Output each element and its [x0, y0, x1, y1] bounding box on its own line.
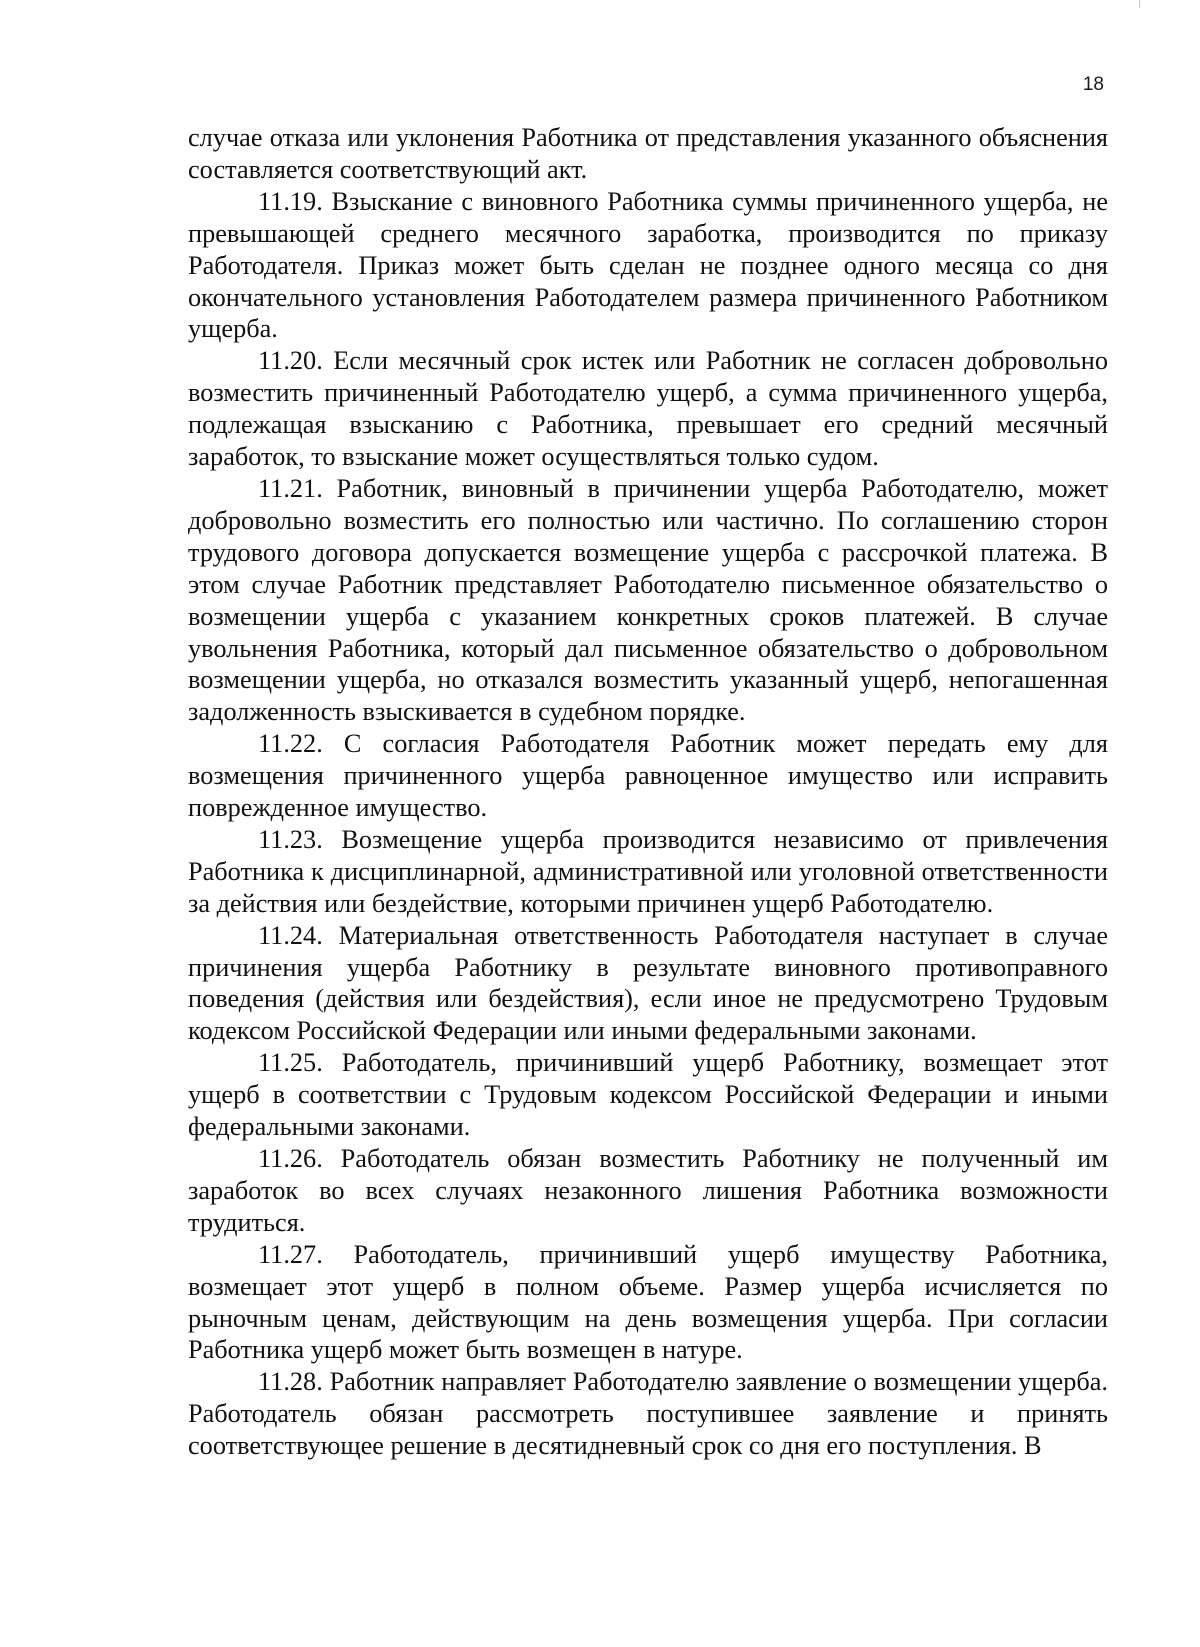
page-number: 18 — [1082, 74, 1104, 95]
document-body — [188, 122, 1108, 1462]
paragraph-11-21: 11.21. Работник, виновный в причинении ущерба Работодателю, может добровольно возместить его полностью или частично. По соглашению сторон трудового договора допускается возмещение ущерба с рассрочкой платежа. В этом случае Работник представляет Работодателю письменное обязательство о возмещении ущерба с указанием конкретных сроков платежей. В случае увольнения Работника, который дал письменное обязательство о добровольном возмещении ущерба, но отказался возместить указанный ущерб, непогашенная задолженность взыскивается в судебном порядке. — [188, 473, 1108, 727]
paragraph-11-19: 11.19. Взыскание с виновного Работника суммы причиненного ущерба, не превышающей среднего месячного заработка, производится по приказу Работодателя. Приказ может быть сделан не позднее одного месяца со дня окончательного установления Работодателем размера причиненного Работником ущерба. — [188, 186, 1108, 344]
paragraph-continuation: случае отказа или уклонения Работника от представления указанного объяснения составляется соответствующий акт. — [188, 123, 1108, 184]
paragraph-11-25: 11.25. Работодатель, причинивший ущерб Работнику, возмещает этот ущерб в соответствии с Трудовым кодексом Российской Федерации и иными федеральными законами. — [188, 1048, 1108, 1142]
paragraph-11-22: 11.22. С согласия Работодателя Работник может передать ему для возмещения причиненного ущерба равноценное имущество или исправить поврежденное имущество. — [188, 729, 1108, 823]
paragraph-11-24: 11.24. Материальная ответственность Работодателя наступает в случае причинения ущерба Работнику в результате виновного противоправного поведения (действия или бездействия), если иное не предусмотрено Трудовым кодексом Российской Федерации или иными федеральными законами. — [188, 920, 1108, 1046]
paragraph-11-28: 11.28. Работник направляет Работодателю заявление о возмещении ущерба. Работодатель обязан рассмотреть поступившее заявление и принять соответствующее решение в десятидневный срок со дня его поступления. В — [188, 1367, 1108, 1461]
scan-edge-mark — [1139, 0, 1140, 8]
paragraph-11-23: 11.23. Возмещение ущерба производится независимо от привлечения Работника к дисциплинарной, административной или уголовной ответственности за действия или бездействие, которыми причинен ущерб Работодателю. — [188, 824, 1108, 918]
paragraph-11-26: 11.26. Работодатель обязан возместить Работнику не полученный им заработок во всех случаях незаконного лишения Работника возможности трудиться. — [188, 1144, 1108, 1237]
paragraph-11-27: 11.27. Работодатель, причинивший ущерб имуществу Работника, возмещает этот ущерб в полном объеме. Размер ущерба исчисляется по рыночным ценам, действующим на день возмещения ущерба. При согласии Работника ущерб может быть возмещен в натуре. — [188, 1239, 1108, 1365]
paragraph-11-20: 11.20. Если месячный срок истек или Работник не согласен добровольно возместить причиненный Работодателю ущерб, а сумма причиненного ущерба, подлежащая взысканию с Работника, превышает его средний месячный заработок, то взыскание может осуществляться только судом. — [188, 346, 1108, 472]
